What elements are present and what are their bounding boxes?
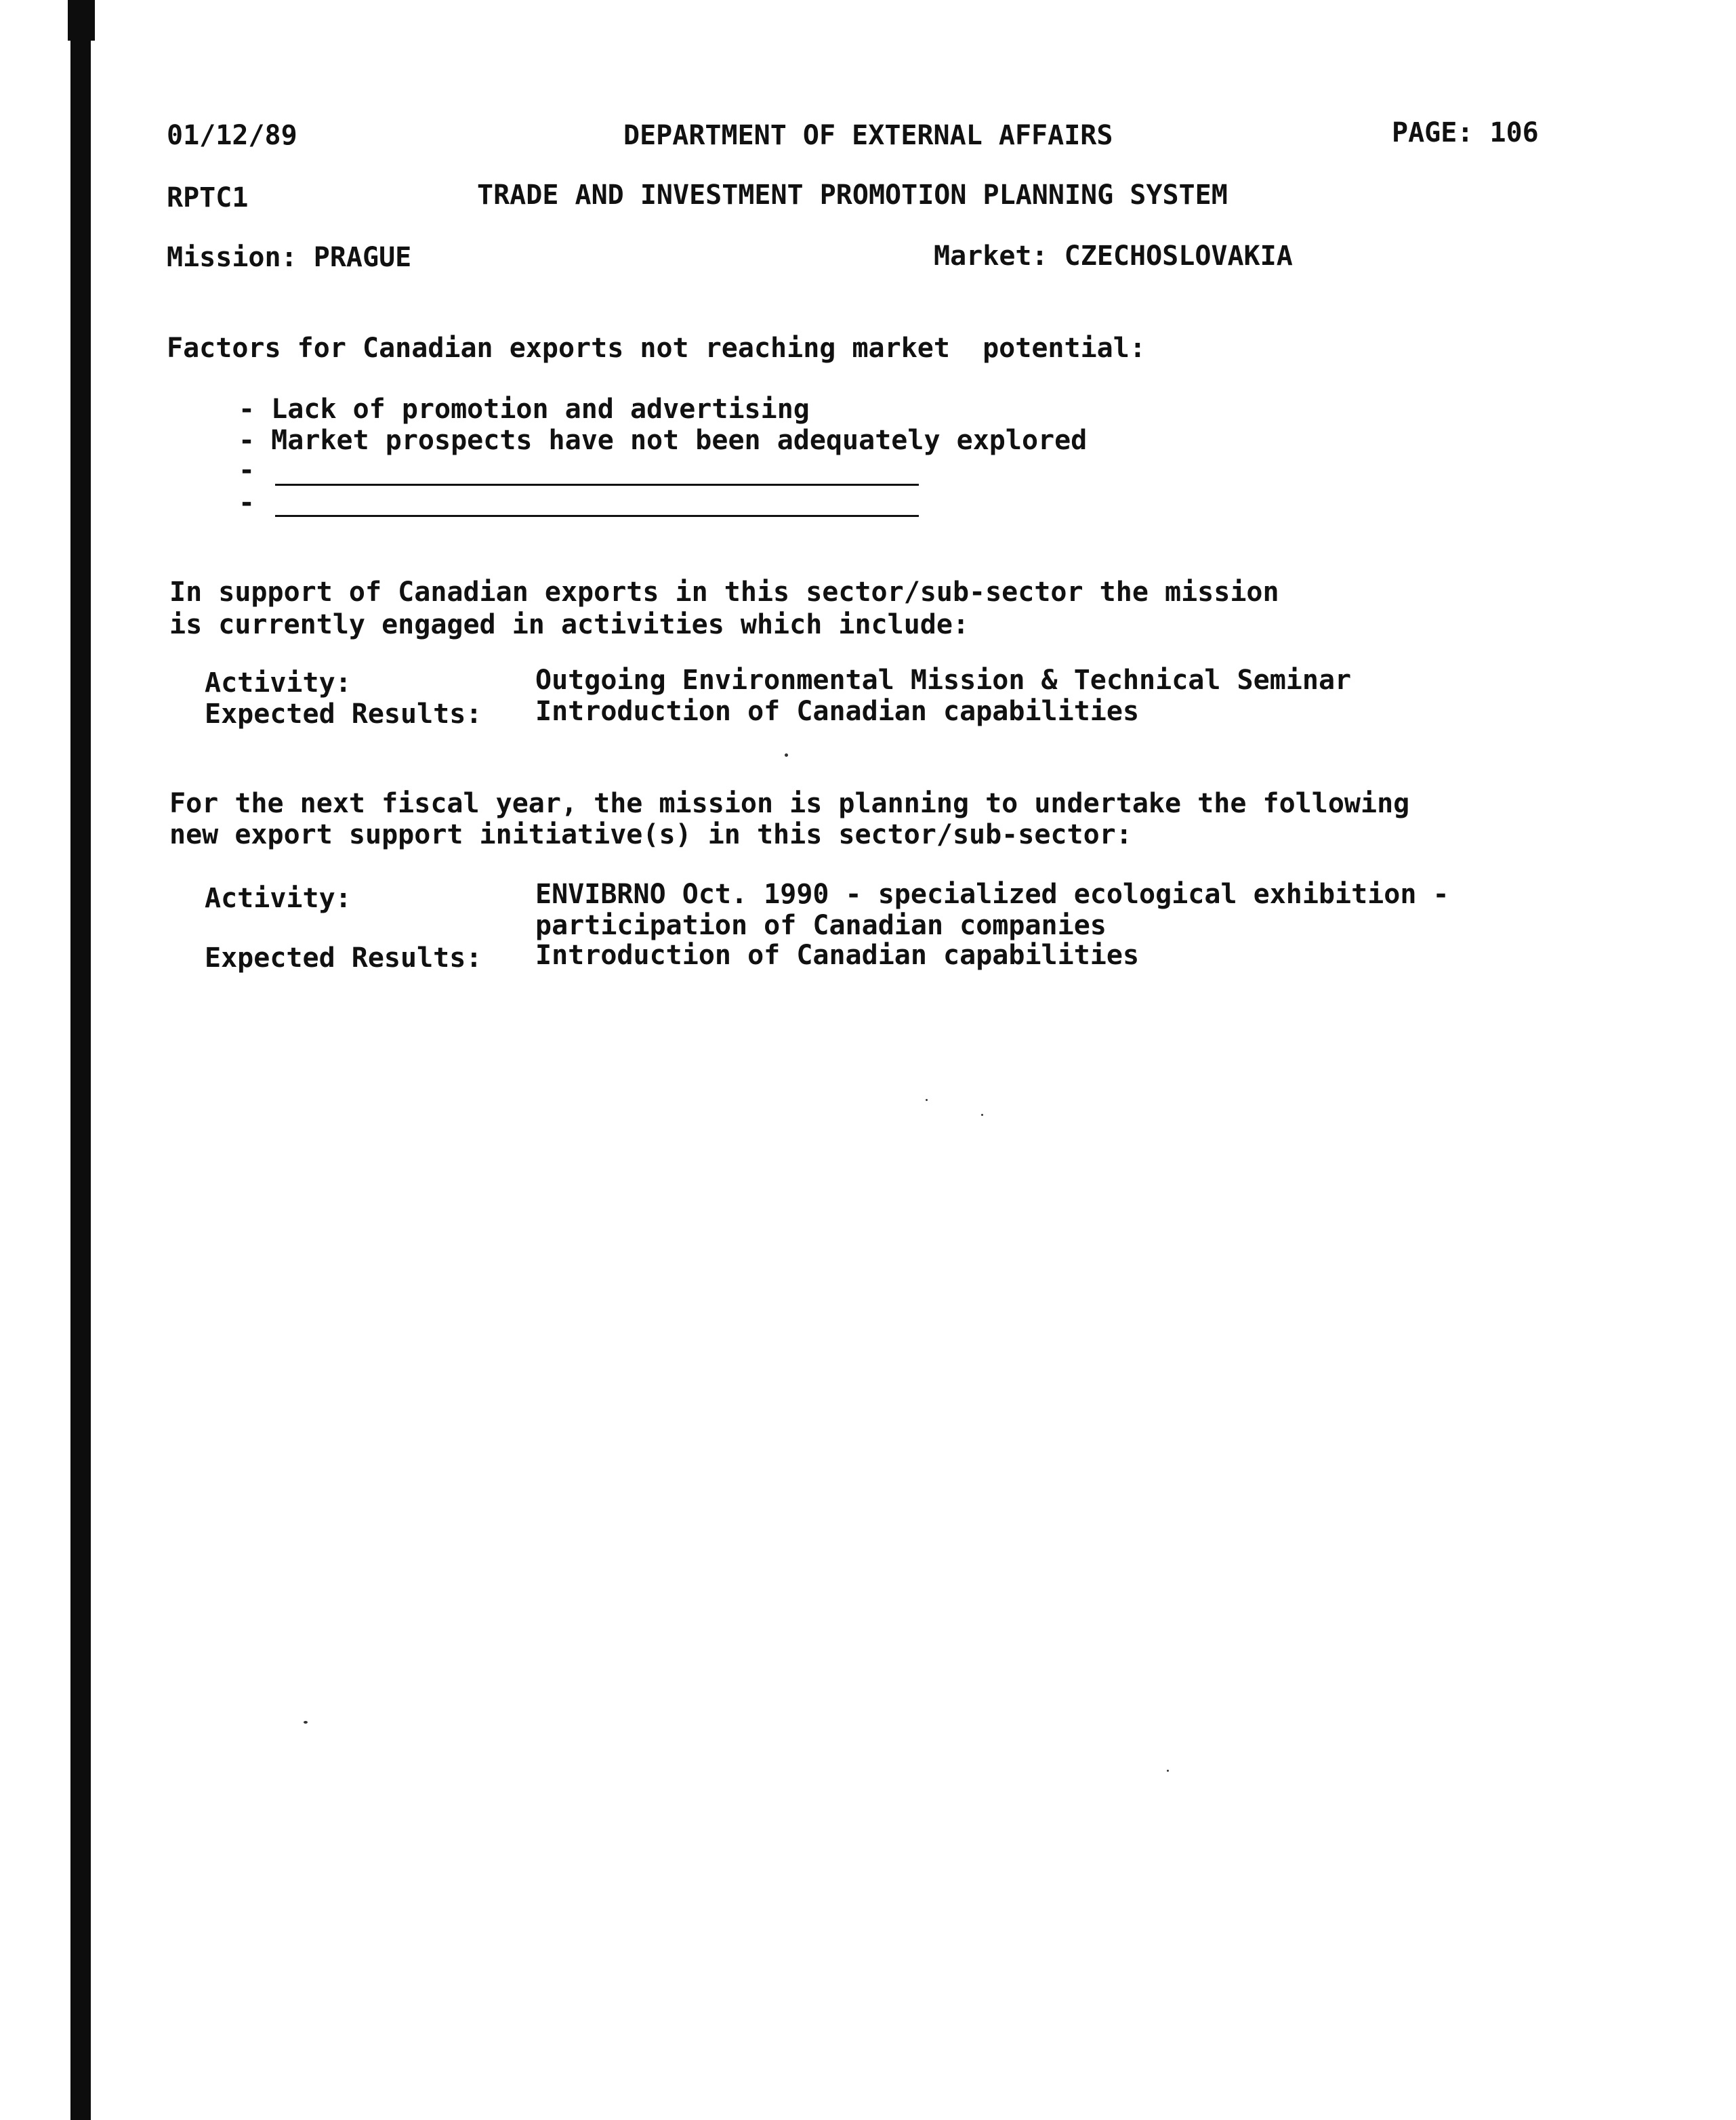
- activity-label: Activity:: [205, 883, 352, 914]
- scan-edge-bar-top: [68, 0, 95, 41]
- mission-field: Mission: PRAGUE: [167, 242, 412, 273]
- blank-factor-line: [275, 515, 919, 517]
- expected-results-value: Introduction of Canadian capabilities: [535, 940, 1140, 971]
- activity-value: Outgoing Environmental Mission & Technical Seminar: [535, 665, 1352, 696]
- scan-speck: [1167, 1770, 1169, 1772]
- factor-item: - Lack of promotion and advertising: [239, 394, 810, 425]
- report-date: 01/12/89: [167, 120, 297, 151]
- activity-value-continued: participation of Canadian companies: [535, 910, 1107, 941]
- blank-factor-dash: -: [239, 455, 255, 486]
- blank-factor-line: [275, 484, 919, 486]
- expected-results-label: Expected Results:: [205, 942, 482, 974]
- activity-label: Activity:: [205, 667, 352, 699]
- current-support-intro: is currently engaged in activities which include:: [169, 609, 970, 640]
- blank-factor-dash: -: [239, 487, 255, 518]
- factors-heading: Factors for Canadian exports not reaching market potential:: [167, 333, 1146, 364]
- system-title: TRADE AND INVESTMENT PROMOTION PLANNING SYSTEM: [477, 180, 1228, 211]
- report-code: RPTC1: [167, 182, 249, 213]
- expected-results-value: Introduction of Canadian capabilities: [535, 696, 1140, 727]
- department-title: DEPARTMENT OF EXTERNAL AFFAIRS: [623, 120, 1113, 151]
- scan-speck: [981, 1114, 983, 1116]
- scan-speck: [304, 1721, 308, 1724]
- page-number: PAGE: 106: [1392, 117, 1539, 148]
- current-support-intro: In support of Canadian exports in this sector/sub-sector the mission: [169, 577, 1279, 608]
- next-year-intro: new export support initiative(s) in this sector/sub-sector:: [169, 819, 1132, 850]
- market-field: Market: CZECHOSLOVAKIA: [934, 241, 1293, 272]
- scan-speck: [926, 1099, 928, 1101]
- next-year-intro: For the next fiscal year, the mission is planning to undertake the following: [169, 788, 1410, 819]
- expected-results-label: Expected Results:: [205, 699, 482, 730]
- activity-value: ENVIBRNO Oct. 1990 - specialized ecological exhibition -: [535, 879, 1449, 910]
- scan-speck: [785, 753, 788, 757]
- factor-item: - Market prospects have not been adequately explored: [239, 425, 1088, 456]
- scan-edge-bar: [70, 0, 91, 2120]
